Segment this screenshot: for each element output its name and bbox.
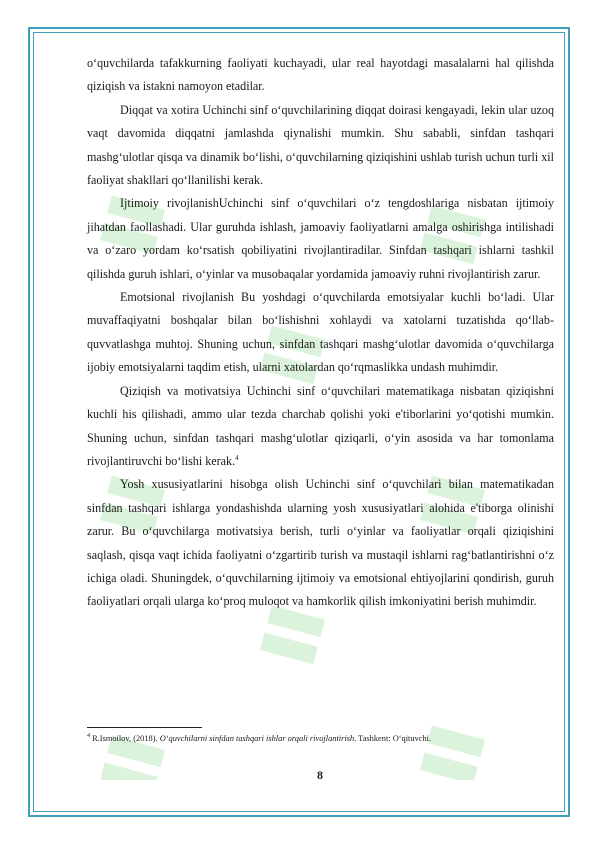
paragraph-4: Emotsional rivojlanish Bu yoshdagi o‘quvchilarda emotsiyalar kuchli bo‘ladi. Ular muvaffaqiyatni boshqalar bilan bo‘lishishni xohlaydi va xatolarni tuzatishda qo‘llab-quvvatlashga muhtoj. Shuning uchun, sinfdan tashqari mashg‘ulotlar davomida o‘quvchilarga ijobiy emotsiyalarni taqdim etish, ularni xatolardan qo‘rqmaslikka undash muhimdir. bbox=[87, 290, 554, 375]
paragraph-5-text: Qiziqish va motivatsiya Uchinchi sinf o‘quvchilari matematikaga nisbatan qiziqishni kuchli his qilishadi, ammo ular tezda charchab qolishi yoki e'tiborlarini yo‘qotishi mumkin. Shuning uchun, sinfdan tashqari mashg‘ulotlar qiziqarli, o‘yin asosida va har tomonlama rivojlantiruvchi bo‘lishi kerak. bbox=[87, 383, 554, 468]
footnote-title: O‘quvchilarni sinfdan tashqari ishlar orqali rivojlantirish bbox=[159, 734, 355, 743]
paragraph-6: Yosh xususiyatlarini hisobga olish Uchinchi sinf o‘quvchilari bilan matematikadan sinfdan tashqari ishlarga yondashishda ularning yosh xususiyatlari alohida e'tiborga olinishi zarur. Bu o‘quvchilarga motivatsiya berish, turli o‘yinlar va faoliyatlar orqali qiziqishini saqlash, qisqa vaqt ichida faoliyatni o‘zgartirib turish va mustaqil ishlarni rag‘batlantirishni o‘z ichiga oladi. Shuningdek, o‘quvchilarning ijtimoiy va emotsional ehtiyojlarini qondirish, guruh faoliyatlari orqali ularga ko‘proq muloqot va hamkorlik qilish imkoniyatini berish muhimdir. bbox=[87, 477, 554, 609]
paragraph-2: Diqqat va xotira Uchinchi sinf o‘quvchilarining diqqat doirasi kengayadi, lekin ular uzoq vaqt davomida diqqatni jamlashda qiynalishi mumkin. Shu sababli, sinfdan tashqari mashg‘ulotlar qisqa va dinamik bo‘lishi, o‘quvchilarning qiziqishini ushlab turish uchun turli xil faoliyat shakllari qo‘llanilishi kerak. bbox=[87, 102, 554, 188]
footnote bbox=[87, 733, 554, 744]
paragraph-1: o‘quvchilarda tafakkurning faoliyati kuchayadi, ular real hayotdagi masalalarni hal qilishda qiziqish va istakni namoyon etadilar. bbox=[87, 56, 554, 94]
footnote-number: 4 bbox=[87, 733, 90, 740]
paragraph-3: Ijtimoiy rivojlanishUchinchi sinf o‘quvchilari o‘z tengdoshlariga nisbatan ijtimoiy jihatdan faollashadi. Ular guruhda ishlash, jamoaviy faoliyatlarni amalga oshirishga intilishadi va o‘zaro yordam ko‘rsatish qobiliyatini rivojlantiradilar. Sinfdan tashqari ishlarni tashkil qilishda guruh ishlari, o‘yinlar va musobaqalar yordamida jamoaviy ruhni rivojlantirish zarur. bbox=[87, 196, 554, 281]
footnote-publisher: . Tashkent: O‘qituvchi. bbox=[354, 734, 432, 743]
body-text bbox=[87, 52, 554, 614]
footnote-author: R.Ismoilov, (2018). bbox=[90, 734, 160, 743]
footnote-separator bbox=[87, 727, 202, 728]
paragraph-5 bbox=[87, 380, 554, 474]
page-number: 8 bbox=[317, 768, 323, 782]
footnote-reference[interactable]: 4 bbox=[235, 453, 239, 462]
